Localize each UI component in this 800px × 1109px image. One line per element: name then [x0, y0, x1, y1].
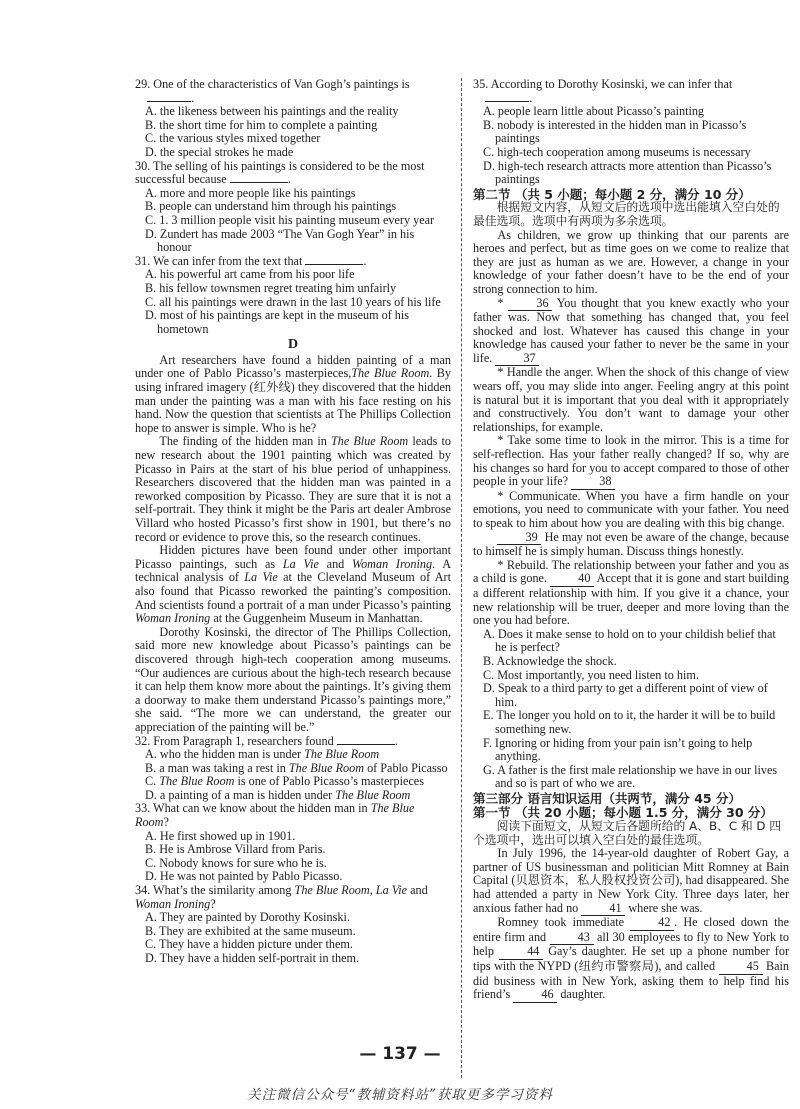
q31-option-b: B. his fellow townsmen regret treating him unfairly: [145, 280, 397, 295]
choice-g: G. A father is the first male relationship we have in our lives and so is part of who we are.: [483, 762, 778, 791]
q33-option-a: A. He first showed up in 1901.: [145, 828, 296, 843]
q32-option-c: C. The Blue Room is one of Pablo Picasso’s masterpieces: [145, 774, 424, 789]
q32-option-a: A. who the hidden man is under The Blue Room: [145, 747, 380, 762]
gap-paragraph-6: 39 He may not even be aware of the change, because to himself he is simply human. Discuss things honestly.: [473, 529, 790, 559]
q30-option-d: D. Zundert has made 2003 “The Van Gogh Year” in his honour: [145, 226, 415, 255]
q34-option-d: D. They have a hidden self-portrait in them.: [145, 951, 360, 965]
footer-note: 关注微信公众号“教辅资料站”获取更多学习资料: [247, 1087, 553, 1103]
choice-a: A. Does it make sense to hold on to your childish belief that he is perfect?: [483, 626, 776, 655]
q29-option-a: A. the likeness between his paintings and the reality: [145, 104, 399, 119]
q29-option-d: D. the special strokes he made: [145, 144, 294, 159]
section-2-instructions: 根据短文内容，从短文后的选项中选出能填入空白处的最佳选项。选项中有两项为多余选项。: [473, 200, 780, 228]
blank-44: 44: [499, 945, 543, 960]
q35-option-c: C. high-tech cooperation among museums is necessary: [483, 144, 751, 159]
question-33: 33. What can we know about the hidden man in The Blue Room?: [135, 801, 415, 830]
q29-option-c: C. the various styles mixed together: [145, 131, 321, 146]
passage-d-paragraph-3: Hidden pictures have been found under other important Picasso paintings, such as La Vie and Woman Ironing. A technical analysis of La Vie at the Cleveland Museum of Art also found that Picasso reworked the painting’s composition. And scientists found a portrait of a man under Picasso’s painting Woman Ironing at the Guggenheim Museum in Manhattan.: [135, 543, 452, 626]
blank-37: 37: [495, 352, 539, 367]
q30-option-a: A. more and more people like his paintings: [145, 185, 356, 200]
part-3-section-1-title: 第一节 （共 20 小题；每小题 1.5 分，满分 30 分）: [473, 805, 773, 821]
cloze-paragraph-2: Romney took immediate 42 . He closed down the entire firm and 43 all 30 employees to fly to New York to help 44 Gay’s daughter. He set up a phone number for tips with the NYPD (纽约市警察局), and called 45 Bain did business with in New York, asking them to help find his friend’s 46 daughter.: [473, 915, 790, 1002]
q35-option-a: A. people learn little about Picasso’s painting: [483, 104, 705, 119]
q34-option-c: C. They have a hidden picture under them.: [145, 937, 353, 952]
page-number: — 137 —: [359, 1044, 441, 1064]
right-column: [473, 78, 789, 1003]
blank-36: 36: [508, 297, 552, 312]
column-divider: [461, 78, 462, 1078]
q35-option-d: D. high-tech research attracts more attention than Picasso’s paintings: [483, 158, 772, 187]
choice-c: C. Most importantly, you need listen to him.: [483, 667, 699, 682]
q31-option-a: A. his powerful art came from his poor life: [145, 267, 355, 282]
part-3-title: 第三部分 语言知识运用（共两节，满分 45 分）: [473, 790, 741, 806]
question-32: 32. From Paragraph 1, researchers found .: [135, 733, 398, 748]
q32-option-d: D. a painting of a man is hidden under The Blue Room: [145, 787, 411, 802]
gap-paragraph-5: * Communicate. When you have a firm handle on your emotions, you need to communicate with your father. You need to speak to him about how you are dealing with this big change.: [473, 488, 789, 530]
gap-paragraph-4: * Take some time to look in the mirror. This is a time for self-reflection. Has your father really changed? If so, why are his changes so hard for you to accept compared to those of other people in your life? 38: [473, 433, 789, 489]
blank-46: 46: [513, 988, 557, 1003]
q33-option-b: B. He is Ambrose Villard from Paris.: [145, 842, 326, 857]
gap-paragraph-3: * Handle the anger. When the shock of this change of view wears off, you may slide into anger. Feeling angry at this point is natural but it is important that you deal with it appropriately and constructively. You don’t want to damage your other relationships, for example.: [473, 365, 789, 434]
q31-option-c: C. all his paintings were drawn in the last 10 years of his life: [145, 294, 441, 309]
gap-paragraph-2: * 36 You thought that you knew exactly who your father was. Now that something has changed that, you feel shocked and lost. Whatever has caused this change in your knowledge has caused your father to never be the same in your life. 37: [473, 295, 790, 365]
blank-40: 40: [550, 572, 594, 587]
passage-d-paragraph-1: Art researchers have found a hidden painting of a man under one of Pablo Picasso’s masterpieces,The Blue Room. By using infrared imagery (红外线) they discovered that the hidden man under the painting was a man with his face resting on his hand. Now the question that scientists at The Phillips Collection hope to answer is simple. Who is he?: [135, 352, 451, 435]
choice-e: E. The longer you hold on to it, the harder it will be to build something new.: [483, 708, 776, 736]
blank-42: 42: [630, 916, 674, 931]
gap-paragraph-1: As children, we grow up thinking that our parents are heroes and perfect, but as time goes on we come to realize that they are just as human as we are. However, a change in your knowledge of your father doesn’t have to be the end of your strong connection to him.: [473, 227, 789, 296]
question-34: 34. What’s the similarity among The Blue Room, La Vie and Woman Ironing?: [135, 883, 428, 911]
passage-letter: D: [287, 337, 299, 353]
choice-d: D. Speak to a third party to get a different point of view of him.: [483, 681, 768, 709]
left-column: [135, 78, 451, 966]
q32-option-b: B. a man was taking a rest in The Blue Room of Pablo Picasso: [145, 760, 448, 775]
question-30: 30. The selling of his paintings is considered to be the most successful because .: [135, 158, 425, 187]
choice-b: B. Acknowledge the shock.: [483, 653, 617, 668]
q31-option-d: D. most of his paintings are kept in the museum of his hometown: [145, 308, 410, 336]
choice-f: F. Ignoring or hiding from your pain isn’t going to help anything.: [483, 735, 753, 764]
q30-option-b: B. people can understand him through his paintings: [145, 199, 397, 214]
question-35: 35. According to Dorothy Kosinski, we can infer that .: [473, 77, 733, 105]
q29-option-b: B. the short time for him to complete a painting: [145, 117, 378, 132]
q33-option-c: C. Nobody knows for sure who he is.: [145, 855, 327, 870]
blank-41: 41: [581, 902, 625, 917]
q33-option-d: D. He was not painted by Pablo Picasso.: [145, 869, 343, 884]
gap-paragraph-7: * Rebuild. The relationship between your father and you as a child is gone. 40 Accept that it is gone and start building a different relationship with him. If you give it a chance, your new relationship will be truer, deeper and more loving than the one you had before.: [473, 557, 790, 628]
blank-38: 38: [571, 475, 615, 490]
q34-option-b: B. They are exhibited at the same museum.: [145, 923, 356, 938]
q34-option-a: A. They are painted by Dorothy Kosinski.: [145, 910, 350, 925]
question-29: 29. One of the characteristics of Van Gogh’s paintings is .: [135, 77, 410, 105]
part-3-instructions: 阅读下面短文，从短文后各题所给的 A、B、C 和 D 四个选项中，选出可以填入空白处的最佳选项。: [473, 819, 782, 847]
blank-39: 39: [497, 531, 541, 546]
q35-option-b: B. nobody is interested in the hidden man in Picasso’s paintings: [483, 117, 747, 146]
section-2-title: 第二节 （共 5 小题；每小题 2 分，满分 10 分）: [473, 186, 751, 202]
passage-d-paragraph-2: The finding of the hidden man in The Blue Room leads to new research about the 1901 painting which was created by Picasso in Pairs at the start of his blue period of unhappiness. Researchers discovered that the hidden man was painted in a reworked composition by Picasso. They are sure that it is not a self-portrait. They think it might be the Paris art dealer Ambrose Villard who hosted Picasso’s first show in 1901, but there’s no record or evidence to prove this, so the research continues.: [135, 434, 451, 544]
blank-43: 43: [550, 931, 594, 946]
blank-45: 45: [719, 960, 763, 975]
cloze-paragraph-1: In July 1996, the 14-year-old daughter of Robert Gay, a partner of US businessman and politician Mitt Romney at Bain Capital (贝恩资本，私人股权投资公司), had disappeared. She had attended a party in New York City. Three days later, her anxious father had no 41 where she was.: [473, 846, 789, 915]
q30-option-c: C. 1. 3 million people visit his painting museum every year: [145, 212, 435, 227]
passage-d-paragraph-4: Dorothy Kosinski, the director of The Phillips Collection, said more new knowledge about Picasso’s paintings can be discovered through high-tech cooperation among museums. “Our audiences are curious about the high-tech research because it can help them know more about the paintings. It’s giving them a doorway to make them understand Picasso’s paintings more,” she said. “The more we can understand, the greater our appreciation of the painting will be.”: [135, 624, 451, 734]
question-31: 31. We can infer from the text that .: [135, 253, 367, 268]
